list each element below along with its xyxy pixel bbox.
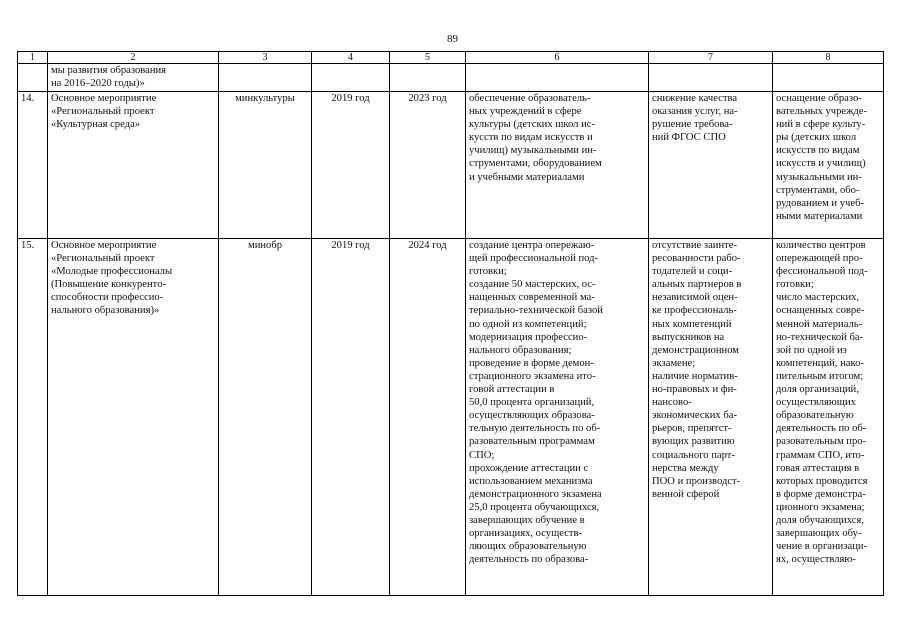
text-line: но-технической ба- bbox=[776, 331, 864, 343]
text-line: создание 50 мастерских, ос- bbox=[469, 279, 596, 291]
empty-cell bbox=[773, 64, 884, 92]
text-line: но-правовых и фи- bbox=[652, 384, 737, 396]
end-year-cell: 2023 год bbox=[390, 92, 466, 239]
text-line: выпускников на bbox=[652, 331, 725, 343]
activity-name-cell bbox=[48, 64, 219, 92]
text-line: демонстрационном bbox=[652, 344, 739, 356]
text-line: 50,0 процента организаций, bbox=[469, 397, 595, 409]
text-line: в форме демонстра- bbox=[776, 488, 866, 500]
empty-cell bbox=[219, 64, 312, 92]
text-line: которых проводится bbox=[776, 475, 868, 487]
text-line: ний ФГОС СПО bbox=[652, 132, 726, 144]
row-number-cell: 15. bbox=[18, 239, 48, 596]
text-line: «Региональный проект bbox=[51, 253, 155, 265]
text-line: говая аттестация в bbox=[776, 462, 860, 474]
end-year-cell: 2024 год bbox=[390, 239, 466, 596]
text-line: организациях, осуществ- bbox=[469, 528, 583, 540]
table-row bbox=[18, 239, 884, 596]
text-line: ний в сфере культу- bbox=[776, 119, 866, 131]
text-line: использованием механизма bbox=[469, 475, 593, 487]
text-line: ных учреждений в сфере bbox=[469, 106, 582, 118]
text-line: вующих развитию bbox=[652, 436, 735, 448]
continuation-row bbox=[18, 64, 884, 92]
text-line: рушение требова- bbox=[652, 119, 733, 131]
text-line: оснащенных совре- bbox=[776, 305, 865, 317]
column-number: 8 bbox=[773, 52, 884, 64]
text-line: вательных учрежде- bbox=[776, 106, 868, 118]
text-line: 25,0 процента обучающихся, bbox=[469, 501, 600, 513]
text-line: завершающих обучение в bbox=[469, 514, 585, 526]
start-year-cell: 2019 год bbox=[312, 239, 390, 596]
column-number: 1 bbox=[18, 52, 48, 64]
text-line: способности профессио- bbox=[51, 292, 164, 304]
column-number: 6 bbox=[466, 52, 649, 64]
column-number: 3 bbox=[219, 52, 312, 64]
text-line: менной материаль- bbox=[776, 318, 863, 330]
text-line: количество центров bbox=[776, 240, 866, 251]
text-line: оснащение образо- bbox=[776, 93, 862, 104]
text-line: осуществляющих bbox=[776, 397, 856, 409]
text-line: создание центра опережаю- bbox=[469, 240, 595, 251]
text-line: тельную деятельность по об- bbox=[469, 423, 601, 435]
text-line: ке профессиональ- bbox=[652, 305, 737, 317]
text-line: независимой оцен- bbox=[652, 292, 738, 304]
text-line: модернизация профессио- bbox=[469, 331, 588, 343]
text-line: ях, осуществляю- bbox=[776, 554, 856, 566]
text-line: ляющих образовательную bbox=[469, 541, 587, 553]
consequence-cell bbox=[649, 92, 773, 239]
text-line: мы развития образования bbox=[51, 65, 167, 76]
text-line: «Региональный проект bbox=[51, 106, 155, 118]
text-line: нерства между bbox=[652, 462, 719, 474]
text-line: венной сферой bbox=[652, 488, 720, 500]
text-line: наличие норматив- bbox=[652, 370, 738, 382]
text-line: граммам СПО, ито- bbox=[776, 449, 865, 461]
text-line: завершающих обу- bbox=[776, 528, 862, 540]
executor-cell: минкультуры bbox=[219, 92, 312, 239]
activities-table bbox=[17, 51, 884, 596]
text-line: Основное мероприятие bbox=[51, 240, 157, 251]
text-line: «Молодые профессионалы bbox=[51, 266, 173, 278]
result-cell bbox=[466, 239, 649, 596]
text-line: нансово- bbox=[652, 397, 692, 409]
page-number: 89 bbox=[447, 33, 458, 45]
text-line: доля обучающихся, bbox=[776, 514, 864, 526]
row-number-cell: 14. bbox=[18, 92, 48, 239]
text-line: проведение в форме демон- bbox=[469, 357, 594, 369]
text-line: компетенций, нако- bbox=[776, 357, 864, 369]
activity-name-cell bbox=[48, 239, 219, 596]
text-line: социального парт- bbox=[652, 449, 735, 461]
text-line: разовательным про- bbox=[776, 436, 867, 448]
empty-cell bbox=[466, 64, 649, 92]
text-line: училищ) музыкальными ин- bbox=[469, 145, 597, 157]
text-line: Основное мероприятие bbox=[51, 93, 157, 104]
text-line: нального образования; bbox=[469, 344, 572, 356]
column-number: 4 bbox=[312, 52, 390, 64]
empty-cell bbox=[649, 64, 773, 92]
text-line: экономических ба- bbox=[652, 410, 737, 422]
text-line: прохождение аттестации с bbox=[469, 462, 589, 474]
text-line: обеспечение образователь- bbox=[469, 93, 591, 104]
text-line: (Повышение конкурентo- bbox=[51, 279, 167, 291]
column-numbers-row bbox=[18, 52, 884, 64]
text-line: струментами, оборудованием bbox=[469, 158, 602, 170]
text-line: искусств по видам bbox=[776, 145, 860, 157]
text-line: культуры (детских школ ис- bbox=[469, 119, 595, 131]
text-line: ных компетенций bbox=[652, 318, 732, 330]
text-line: деятельность по образова- bbox=[469, 554, 589, 566]
text-line: ционного экзамена; bbox=[776, 501, 865, 513]
table-row bbox=[18, 92, 884, 239]
text-line: рудованием и учеб- bbox=[776, 197, 864, 209]
text-line: ными материалами bbox=[776, 210, 863, 222]
text-line: рьеров, препятст- bbox=[652, 423, 732, 435]
text-line: демонстрационного экзамена bbox=[469, 488, 602, 500]
consequence-cell bbox=[649, 239, 773, 596]
text-line: териально-технической базой bbox=[469, 305, 603, 317]
text-line: нащенных современной ма- bbox=[469, 292, 595, 304]
text-line: готовки; bbox=[776, 279, 814, 291]
text-line: ресованности рабо- bbox=[652, 253, 741, 265]
result-cell bbox=[466, 92, 649, 239]
text-line: говой аттестации в bbox=[469, 384, 555, 396]
text-line: СПО; bbox=[469, 449, 495, 461]
text-line: «Культурная среда» bbox=[51, 119, 141, 131]
text-line: альных партнеров в bbox=[652, 279, 742, 291]
text-line: экзамене; bbox=[652, 357, 696, 369]
text-line: чение в организаци- bbox=[776, 541, 868, 553]
indicator-cell bbox=[773, 92, 884, 239]
start-year-cell: 2019 год bbox=[312, 92, 390, 239]
empty-cell bbox=[312, 64, 390, 92]
text-line: нального образования)» bbox=[51, 305, 160, 317]
text-line: по одной из компетенций; bbox=[469, 318, 587, 330]
text-line: кусств по видам искусств и bbox=[469, 132, 593, 144]
text-line: искусств и училищ) bbox=[776, 158, 866, 170]
text-line: доля организаций, bbox=[776, 384, 859, 396]
text-line: осуществляющих образова- bbox=[469, 410, 595, 422]
text-line: щей профессиональной под- bbox=[469, 253, 599, 265]
text-line: ПОО и производст- bbox=[652, 475, 741, 487]
column-number: 2 bbox=[48, 52, 219, 64]
text-line: оказания услуг, на- bbox=[652, 106, 738, 118]
text-line: деятельность по об- bbox=[776, 423, 867, 435]
text-line: ры (детских школ bbox=[776, 132, 857, 144]
executor-cell: минобр bbox=[219, 239, 312, 596]
text-line: и учебными материалами bbox=[469, 171, 585, 183]
text-line: разовательным программам bbox=[469, 436, 595, 448]
text-line: на 2016–2020 годы)» bbox=[51, 78, 145, 90]
text-line: снижение качества bbox=[652, 93, 738, 104]
indicator-cell bbox=[773, 239, 884, 596]
text-line: страционного экзамена ито- bbox=[469, 370, 596, 382]
text-line: пительным итогом; bbox=[776, 370, 864, 382]
text-line: струментами, обо- bbox=[776, 184, 860, 196]
text-line: опережающей про- bbox=[776, 253, 863, 265]
row-number-cell bbox=[18, 64, 48, 92]
empty-cell bbox=[390, 64, 466, 92]
text-line: образовательную bbox=[776, 410, 854, 422]
text-line: фессиональной под- bbox=[776, 266, 868, 278]
text-line: готовки; bbox=[469, 266, 507, 278]
text-line: тодателей и соци- bbox=[652, 266, 733, 278]
text-line: отсутствие заинте- bbox=[652, 240, 737, 251]
column-number: 7 bbox=[649, 52, 773, 64]
activity-name-cell bbox=[48, 92, 219, 239]
text-line: музыкальными ин- bbox=[776, 171, 862, 183]
text-line: число мастерских, bbox=[776, 292, 860, 304]
text-line: зой по одной из bbox=[776, 344, 847, 356]
column-number: 5 bbox=[390, 52, 466, 64]
